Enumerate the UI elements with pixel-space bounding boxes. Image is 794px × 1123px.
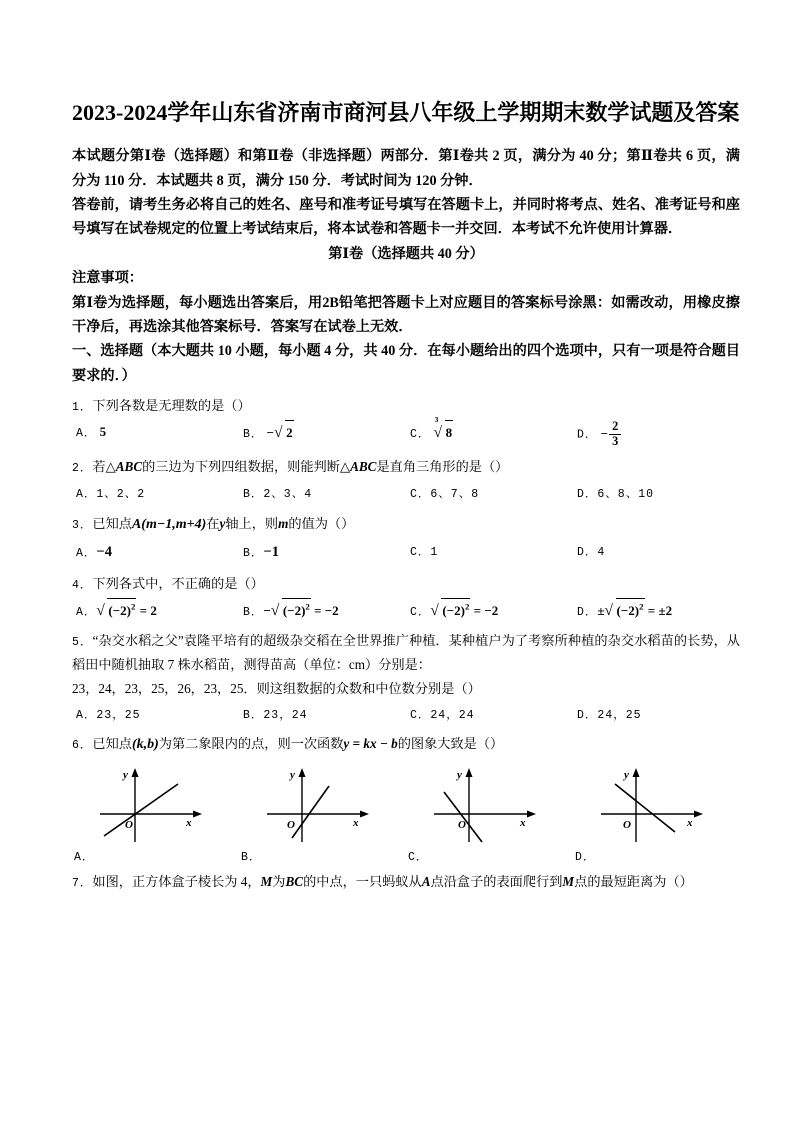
- option-a-value: 23，25: [96, 708, 141, 722]
- option-d-value: ± √ $(-2)^2 = \pm 2$: [597, 603, 672, 618]
- option-b[interactable]: [239, 539, 406, 565]
- option-a-value: 1、2、2: [96, 488, 146, 502]
- option-b[interactable]: [239, 481, 406, 506]
- option-a-value: −4: [96, 544, 112, 561]
- graph-option-b-label: B．: [241, 850, 262, 864]
- option-d-label: D．: [577, 428, 598, 442]
- question-4: [72, 572, 740, 624]
- svg-text:x: x: [520, 816, 526, 829]
- option-b-value: 23，24: [263, 708, 308, 722]
- option-c[interactable]: [406, 539, 573, 565]
- option-d-value: 4: [597, 546, 606, 560]
- question-6-mid: 为第二象限内的点，则一次函数: [158, 736, 344, 752]
- option-c-label: C．: [410, 708, 431, 722]
- option-d-value: 6、8、10: [597, 488, 655, 502]
- question-7-mid-2: 的中点，一只蚂蚁从: [303, 873, 422, 889]
- question-6-number: 6．: [72, 739, 93, 753]
- question-7-stem: [72, 870, 740, 894]
- option-d-value: 24，25: [597, 708, 642, 722]
- question-2: [72, 455, 740, 506]
- section-heading-volume-1: 第Ⅰ卷（选择题共 40 分）: [328, 245, 484, 262]
- question-3-mid-2: 轴上，则: [225, 515, 279, 531]
- option-b[interactable]: [239, 702, 406, 727]
- option-b[interactable]: [239, 420, 406, 449]
- graph-option-b[interactable]: [239, 762, 406, 864]
- page-title: 2023-2024学年山东省济南市商河县八年级上学期期末数学试题及答案: [72, 100, 740, 125]
- option-a[interactable]: [72, 539, 239, 565]
- svg-text:x: x: [687, 816, 693, 829]
- question-3: [72, 512, 740, 566]
- question-3-variable: m: [278, 515, 289, 531]
- option-c-value: 1: [430, 546, 439, 560]
- option-a-label: A．: [76, 605, 97, 619]
- question-3-stem: [72, 512, 740, 537]
- option-b-value: 2、3、4: [263, 488, 313, 502]
- notice-block: [72, 266, 740, 388]
- svg-text:y: y: [457, 768, 462, 781]
- question-6-graphs: [72, 762, 740, 864]
- svg-text:x: x: [353, 816, 359, 829]
- option-c[interactable]: [406, 702, 573, 727]
- question-3-number: 3．: [72, 518, 93, 532]
- question-2-triangle-1: △ABC: [105, 459, 143, 475]
- question-7-mid-3: 点沿盒子的表面爬行到: [430, 873, 563, 889]
- option-c[interactable]: [406, 598, 573, 624]
- notice-line-1: 第Ⅰ卷为选择题，每小题选出答案后，用2B铅笔把答题卡上对应题目的答案标号涂黑：如需改动，用橡皮擦干净后，再选涂其他答案标号．答案写在试卷上无效．: [72, 294, 740, 336]
- svg-text:y: y: [290, 768, 295, 781]
- option-a-label: A．: [76, 427, 97, 441]
- option-b-value: −1: [263, 544, 279, 561]
- question-7-mid-1: 为: [272, 873, 286, 889]
- question-2-number: 2．: [72, 462, 93, 476]
- graph-d-axes-icon: [591, 762, 723, 848]
- option-a-label: A．: [76, 547, 97, 561]
- option-d-label: D．: [577, 546, 598, 560]
- question-4-text: 下列各式中，不正确的是（）: [92, 575, 264, 591]
- graph-option-d-label: D．: [575, 850, 596, 864]
- option-b-label: B．: [243, 605, 264, 619]
- option-c-label: C．: [410, 488, 431, 502]
- question-7-number: 7．: [72, 876, 93, 890]
- option-c[interactable]: [406, 481, 573, 506]
- question-1-options: [72, 415, 740, 449]
- question-7-pre: 如图，正方体盒子棱长为 4，: [92, 873, 261, 889]
- option-a[interactable]: [72, 420, 239, 449]
- option-c-label: C．: [410, 428, 431, 442]
- option-d-label: D．: [577, 708, 598, 722]
- question-4-stem: [72, 572, 740, 596]
- question-2-options: [72, 481, 740, 506]
- option-a-label: A．: [76, 708, 97, 722]
- option-b-value: − √ 2: [267, 425, 294, 440]
- question-7-post: 点的最短距离为（）: [574, 873, 693, 889]
- question-5-stem-line-1: [72, 629, 740, 676]
- svg-text:O: O: [458, 818, 466, 831]
- option-b-value: − √ $(-2)^2 = -2$: [263, 603, 338, 618]
- svg-text:y: y: [624, 768, 629, 781]
- option-d[interactable]: [573, 481, 740, 506]
- svg-text:O: O: [623, 818, 631, 831]
- question-7-segment-bc: BC: [285, 873, 304, 889]
- question-5: [72, 629, 740, 726]
- question-6-point: (k,b): [131, 737, 159, 753]
- question-7-point-a: A: [421, 873, 431, 889]
- option-d-label: D．: [577, 605, 598, 619]
- intro-line-2: 答卷前，请考生务必将自己的姓名、座号和准考证号填写在答题卡上，并同时将考点、姓名、准考证号和座号填写在试卷规定的位置上考试结束后，将本试卷和答题卡一并交回．本考试不允许使用计算器．: [72, 196, 740, 238]
- question-2-triangle-2: △ABC: [339, 459, 377, 475]
- question-1-number: 1．: [72, 401, 93, 415]
- question-2-mid: 的三边为下列四组数据，则能判断: [142, 459, 340, 475]
- question-1-text: 下列各数是无理数的是（）: [92, 398, 251, 414]
- option-b-label: B．: [243, 708, 264, 722]
- option-c-label: C．: [410, 546, 431, 560]
- option-a[interactable]: [72, 481, 239, 506]
- question-5-options: [72, 702, 740, 727]
- option-b-label: B．: [243, 547, 264, 561]
- svg-text:O: O: [287, 818, 295, 831]
- question-5-text-1: “杂交水稻之父”袁隆平培有的超级杂交稻在全世界推广种植．某种植户为了考察所种植的杂交水稻苗的长势，从稻田中随机抽取 7 株水稻苗，测得苗高（单位：cm）分别是：: [72, 633, 740, 673]
- option-d-value: − $\frac{2}{3}$: [601, 426, 623, 441]
- graph-option-c[interactable]: [406, 762, 573, 864]
- question-6-stem: [72, 732, 740, 757]
- question-3-pre: 已知点: [92, 515, 132, 531]
- svg-text:y: y: [123, 768, 128, 781]
- svg-text:O: O: [125, 818, 133, 831]
- option-a-value: 5: [99, 424, 107, 440]
- question-6: [72, 732, 740, 863]
- option-c-value: √ 3 8: [434, 425, 454, 440]
- question-2-pre: 若: [92, 459, 106, 475]
- option-c-value: √ $(-2)^2 = -2$: [430, 603, 498, 618]
- question-3-axis: y: [219, 515, 226, 531]
- option-a-value: √ $(-2)^2 = 2$: [96, 603, 156, 618]
- intro-block: [72, 144, 740, 242]
- option-c-value: 24，24: [430, 708, 475, 722]
- svg-text:x: x: [186, 816, 192, 829]
- option-d[interactable]: [573, 539, 740, 565]
- question-6-function: y = kx − b: [343, 736, 398, 752]
- question-5-number: 5．: [72, 636, 93, 650]
- question-3-options: [72, 539, 740, 565]
- question-5-stem-line-2: 23，24，23，25，26，23，25．则这组数据的众数和中位数分别是（）: [72, 680, 481, 696]
- question-2-stem: [72, 455, 740, 479]
- question-3-post: 的值为（）: [288, 515, 355, 531]
- option-c-label: C．: [410, 605, 431, 619]
- graph-option-a[interactable]: [72, 762, 239, 864]
- option-b-label: B．: [243, 428, 264, 442]
- question-4-number: 4．: [72, 578, 93, 592]
- option-b-label: B．: [243, 488, 264, 502]
- graph-option-a-label: A．: [74, 850, 95, 864]
- question-7-point-m1: M: [260, 873, 273, 889]
- option-d[interactable]: [573, 598, 740, 624]
- option-d[interactable]: [573, 420, 740, 449]
- graph-a-axes-icon: [90, 762, 222, 848]
- question-1: [72, 394, 740, 449]
- option-c-value: 6、7、8: [430, 488, 480, 502]
- option-a[interactable]: [72, 702, 239, 727]
- option-a-label: A．: [76, 488, 97, 502]
- graph-option-d[interactable]: [573, 762, 740, 864]
- option-d[interactable]: [573, 702, 740, 727]
- question-7-point-m2: M: [562, 873, 575, 889]
- question-2-post: 是直角三角形的是（）: [376, 459, 509, 475]
- question-6-pre: 已知点: [92, 736, 132, 752]
- option-a[interactable]: [72, 598, 239, 624]
- notice-line-2: 一、选择题（本大题共 10 小题，每小题 4 分，共 40 分．在每小题给出的四个选项中，只有一项是符合题目要求的．）: [72, 343, 740, 384]
- graph-option-c-label: C．: [408, 850, 429, 864]
- intro-line-1: 本试题分第Ⅰ卷（选择题）和第Ⅱ卷（非选择题）两部分．第Ⅰ卷共 2 页，满分为 40 分；第Ⅱ卷共 6 页，满分为 110 分．本试题共 8 页，满分 150 分．考试时间为 120 分钟．: [72, 148, 740, 189]
- question-6-post: 的图象大致是（）: [397, 736, 504, 752]
- graph-c-axes-icon: [424, 762, 556, 848]
- question-3-mid: 在: [206, 515, 220, 531]
- notice-heading: 注意事项：: [72, 270, 143, 287]
- option-c[interactable]: [406, 415, 573, 449]
- question-7: [72, 870, 740, 894]
- option-b[interactable]: [239, 598, 406, 624]
- graph-b-axes-icon: [257, 762, 389, 848]
- option-d-label: D．: [577, 488, 598, 502]
- question-1-stem: [72, 394, 740, 418]
- question-3-point: A(m−1,m+4): [131, 516, 207, 532]
- question-4-options: [72, 598, 740, 624]
